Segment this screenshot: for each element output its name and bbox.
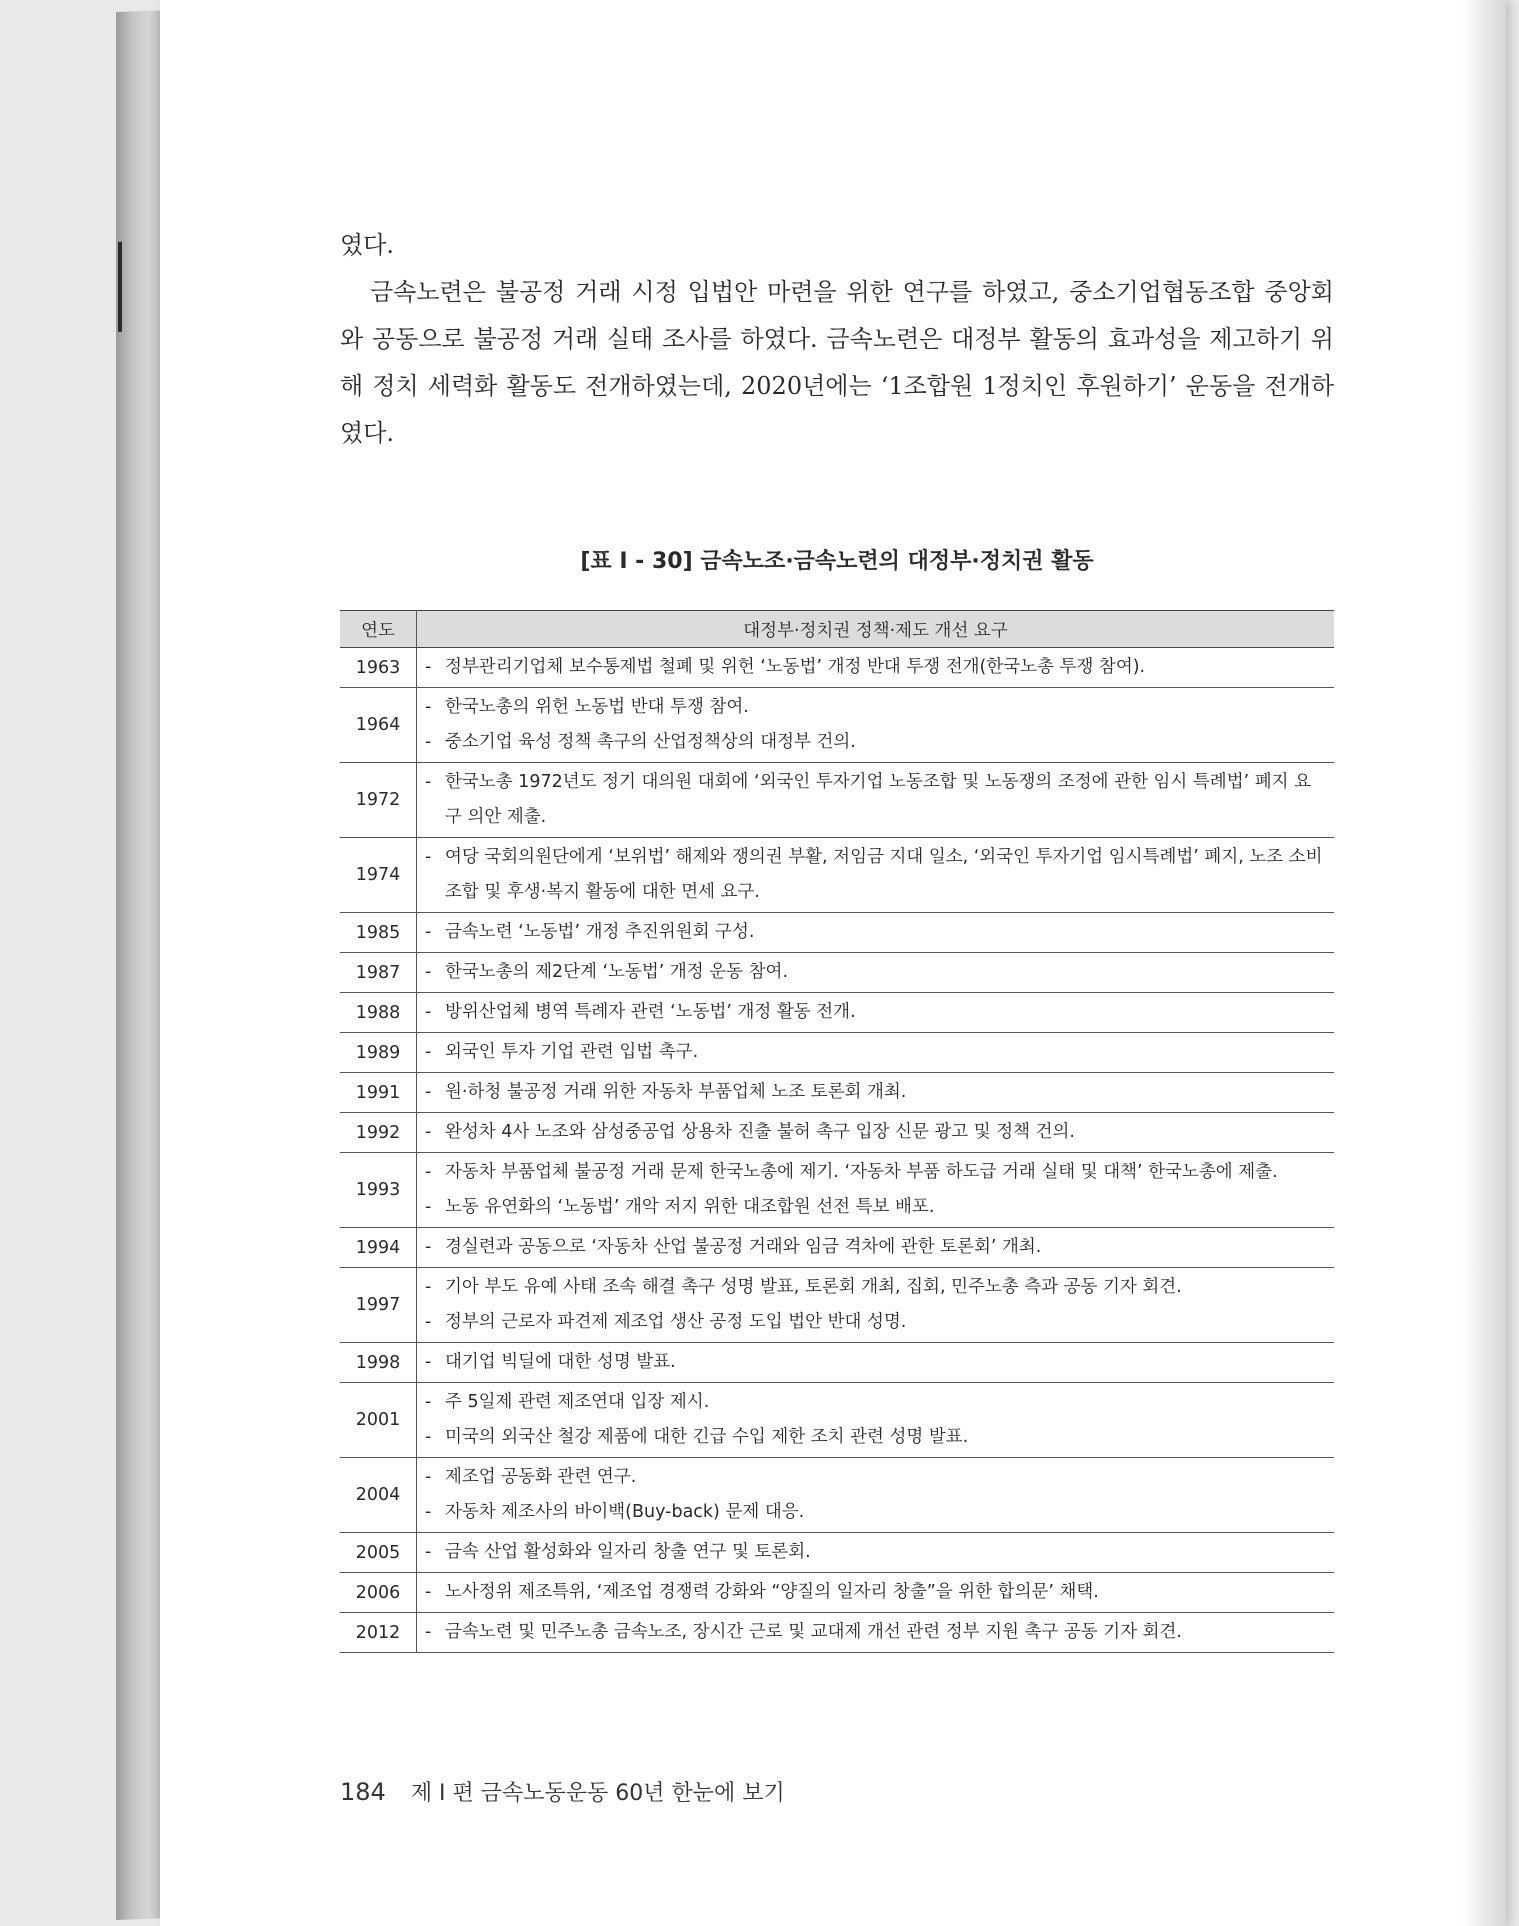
row-item-text: 방위산업체 병역 특례자 관련 ‘노동법’ 개정 활동 전개.	[445, 1002, 856, 1022]
dash-bullet: -	[425, 1427, 432, 1447]
table-row	[340, 1458, 1334, 1533]
table-row	[340, 1073, 1334, 1113]
row-year: 2006	[340, 1573, 417, 1613]
row-item-text: 금속노련 ‘노동법’ 개정 추진위원회 구성.	[445, 922, 755, 942]
row-item	[425, 1535, 1326, 1570]
row-item	[425, 1495, 1326, 1530]
table-row	[340, 1343, 1334, 1383]
dash-bullet: -	[425, 772, 432, 792]
row-description	[417, 1458, 1335, 1533]
row-item	[425, 995, 1326, 1030]
dash-bullet: -	[425, 1542, 432, 1562]
dash-bullet: -	[425, 962, 432, 982]
activities-table	[340, 610, 1334, 1653]
row-year: 1989	[340, 1033, 417, 1073]
row-description	[417, 648, 1335, 688]
row-item	[425, 955, 1326, 990]
dash-bullet: -	[425, 1622, 432, 1642]
row-item	[425, 690, 1326, 725]
row-item-text: 한국노총 1972년도 정기 대의원 대회에 ‘외국인 투자기업 노동조합 및 노동쟁의 조정에 관한 임시 특례법’ 폐지 요구 의안 제출.	[445, 772, 1312, 827]
row-item	[425, 1575, 1326, 1610]
dash-bullet: -	[425, 1082, 432, 1102]
row-year: 2012	[340, 1613, 417, 1653]
dash-bullet: -	[425, 1197, 432, 1217]
table-row	[340, 913, 1334, 953]
row-item-text: 정부관리기업체 보수통제법 철폐 및 위헌 ‘노동법’ 개정 반대 투쟁 전개(한국노총 투쟁 참여).	[445, 657, 1146, 677]
row-item	[425, 1115, 1326, 1150]
table-row	[340, 1113, 1334, 1153]
row-description	[417, 1268, 1335, 1343]
dash-bullet: -	[425, 847, 432, 867]
row-description	[417, 838, 1335, 913]
row-item-text: 한국노총의 제2단계 ‘노동법’ 개정 운동 참여.	[445, 962, 789, 982]
row-item-text: 대기업 빅딜에 대한 성명 발표.	[445, 1352, 676, 1372]
footer-section-title: 제 Ⅰ 편 금속노동운동 60년 한눈에 보기	[410, 1781, 785, 1806]
dash-bullet: -	[425, 1237, 432, 1257]
row-description	[417, 688, 1335, 763]
row-item	[425, 915, 1326, 950]
row-item-text: 정부의 근로자 파견제 제조업 생산 공정 도입 법안 반대 성명.	[445, 1312, 907, 1332]
table-body	[340, 648, 1334, 1653]
dash-bullet: -	[425, 732, 432, 752]
table-row	[340, 1383, 1334, 1458]
table-row	[340, 1268, 1334, 1343]
row-item-text: 외국인 투자 기업 관련 입법 촉구.	[445, 1042, 699, 1062]
row-year: 1972	[340, 763, 417, 838]
table-row	[340, 953, 1334, 993]
table-row	[340, 993, 1334, 1033]
row-year: 2005	[340, 1533, 417, 1573]
dash-bullet: -	[425, 1277, 432, 1297]
table-row	[340, 688, 1334, 763]
row-item	[425, 725, 1326, 760]
row-year: 1993	[340, 1153, 417, 1228]
row-year: 1974	[340, 838, 417, 913]
row-item	[425, 1305, 1326, 1340]
row-item-text: 자동차 부품업체 불공정 거래 문제 한국노총에 제기. ‘자동차 부품 하도급 거래 실태 및 대책’ 한국노총에 제출.	[445, 1162, 1278, 1182]
dash-bullet: -	[425, 1467, 432, 1487]
row-year: 1988	[340, 993, 417, 1033]
row-year: 1994	[340, 1228, 417, 1268]
row-item-text: 노동 유연화의 ‘노동법’ 개악 저지 위한 대조합원 선전 특보 배포.	[445, 1197, 935, 1217]
row-description	[417, 763, 1335, 838]
row-year: 1963	[340, 648, 417, 688]
row-item	[425, 1035, 1326, 1070]
row-item-text: 금속 산업 활성화와 일자리 창출 연구 및 토론회.	[445, 1542, 811, 1562]
row-year: 1985	[340, 913, 417, 953]
row-year: 1997	[340, 1268, 417, 1343]
table-row	[340, 763, 1334, 838]
dash-bullet: -	[425, 1582, 432, 1602]
dash-bullet: -	[425, 657, 432, 677]
row-year: 2004	[340, 1458, 417, 1533]
row-year: 1991	[340, 1073, 417, 1113]
page-footer	[340, 1776, 785, 1807]
body-text	[340, 222, 1334, 457]
table-header-row	[340, 611, 1334, 648]
body-paragraph: 금속노련은 불공정 거래 시정 입법안 마련을 위한 연구를 하였고, 중소기업협동조합 중앙회와 공동으로 불공정 거래 실태 조사를 하였다. 금속노련은 대정부 활동의 효과성을 제고하기 위해 정치 세력화 활동도 전개하였는데, 2020년에는 ‘1조합원 1정치인 후원하기’ 운동을 전개하였다.	[340, 278, 1334, 447]
row-item-text: 자동차 제조사의 바이백(Buy-back) 문제 대응.	[445, 1502, 805, 1522]
dash-bullet: -	[425, 1122, 432, 1142]
row-item-text: 경실련과 공동으로 ‘자동차 산업 불공정 거래와 임금 격차에 관한 토론회’ 개최.	[445, 1237, 1042, 1257]
row-item-text: 노사정위 제조특위, ‘제조업 경쟁력 강화와 “양질의 일자리 창출”을 위한 합의문’ 채택.	[445, 1582, 1099, 1602]
row-description	[417, 1153, 1335, 1228]
row-description	[417, 993, 1335, 1033]
row-year: 1992	[340, 1113, 417, 1153]
row-description	[417, 953, 1335, 993]
row-item-text: 중소기업 육성 정책 촉구의 산업정책상의 대정부 건의.	[445, 732, 856, 752]
row-item	[425, 765, 1326, 835]
table-row	[340, 1613, 1334, 1653]
book-page	[160, 0, 1506, 1926]
page-curl-shadow	[1462, 0, 1506, 1926]
row-year: 1998	[340, 1343, 417, 1383]
dash-bullet: -	[425, 1042, 432, 1062]
dash-bullet: -	[425, 1312, 432, 1332]
row-item-text: 금속노련 및 민주노총 금속노조, 장시간 근로 및 교대제 개선 관련 정부 지원 촉구 공동 기자 회견.	[445, 1622, 1182, 1642]
table-row	[340, 1153, 1334, 1228]
row-description	[417, 1343, 1335, 1383]
row-item-text: 제조업 공동화 관련 연구.	[445, 1467, 637, 1487]
table-row	[340, 1033, 1334, 1073]
dash-bullet: -	[425, 1002, 432, 1022]
row-item-text: 기아 부도 유예 사태 조속 해결 촉구 성명 발표, 토론회 개최, 집회, 민주노총 측과 공동 기자 회견.	[445, 1277, 1182, 1297]
dash-bullet: -	[425, 1352, 432, 1372]
dash-bullet: -	[425, 697, 432, 717]
row-description	[417, 1383, 1335, 1458]
row-description	[417, 1113, 1335, 1153]
row-year: 1987	[340, 953, 417, 993]
row-item	[425, 1615, 1326, 1650]
table-row	[340, 1533, 1334, 1573]
row-item	[425, 1385, 1326, 1420]
row-description	[417, 1613, 1335, 1653]
row-item-text: 원·하청 불공정 거래 위한 자동차 부품업체 노조 토론회 개최.	[445, 1082, 907, 1102]
dash-bullet: -	[425, 1162, 432, 1182]
row-item	[425, 650, 1326, 685]
row-item-text: 여당 국회의원단에게 ‘보위법’ 해제와 쟁의권 부활, 저임금 지대 일소, ‘외국인 투자기업 임시특례법’ 폐지, 노조 소비조합 및 후생·복지 활동에 대한 면세 요구.	[445, 847, 1323, 902]
table-caption: [표 Ⅰ - 30] 금속노조·금속노련의 대정부·정치권 활동	[580, 549, 1094, 574]
table-row	[340, 1228, 1334, 1268]
row-item	[425, 1190, 1326, 1225]
row-year: 2001	[340, 1383, 417, 1458]
table-row	[340, 838, 1334, 913]
row-description	[417, 1533, 1335, 1573]
row-description	[417, 913, 1335, 953]
row-item	[425, 1230, 1326, 1265]
row-description	[417, 1073, 1335, 1113]
header-year: 연도	[340, 611, 417, 648]
row-item	[425, 1460, 1326, 1495]
dash-bullet: -	[425, 1502, 432, 1522]
row-item-text: 완성차 4사 노조와 삼성중공업 상용차 진출 불허 촉구 입장 신문 광고 및 정책 건의.	[445, 1122, 1075, 1142]
row-description	[417, 1228, 1335, 1268]
row-item	[425, 1345, 1326, 1380]
header-description: 대정부·정치권 정책·제도 개선 요구	[417, 611, 1335, 648]
row-item	[425, 1075, 1326, 1110]
row-item	[425, 1420, 1326, 1455]
row-item-text: 한국노총의 위헌 노동법 반대 투쟁 참여.	[445, 697, 749, 717]
row-item-text: 주 5일제 관련 제조연대 입장 제시.	[445, 1392, 710, 1412]
row-item	[425, 840, 1326, 910]
row-description	[417, 1033, 1335, 1073]
table-row	[340, 648, 1334, 688]
row-description	[417, 1573, 1335, 1613]
page-number: 184	[340, 1778, 386, 1806]
body-paragraph: 였다.	[340, 231, 394, 259]
row-item	[425, 1155, 1326, 1190]
book-spine-edge	[116, 10, 162, 1920]
dash-bullet: -	[425, 922, 432, 942]
row-year: 1964	[340, 688, 417, 763]
row-item	[425, 1270, 1326, 1305]
row-item-text: 미국의 외국산 철강 제품에 대한 긴급 수입 제한 조치 관련 성명 발표.	[445, 1427, 969, 1447]
table-row	[340, 1573, 1334, 1613]
dash-bullet: -	[425, 1392, 432, 1412]
